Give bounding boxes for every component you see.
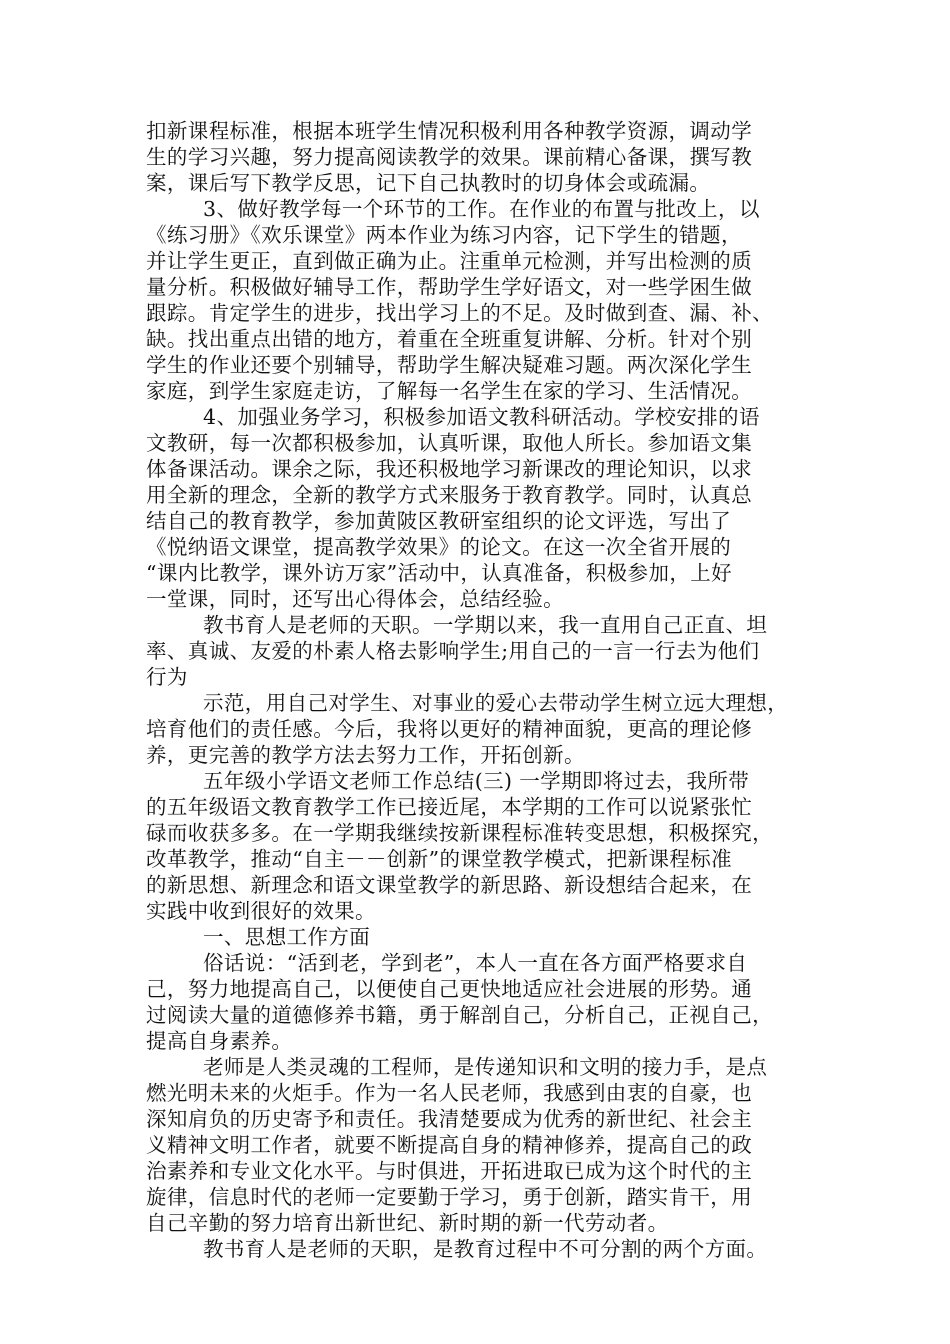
text-line: 过阅读大量的道德修养书籍，勇于解剖自己，分析自己，正视自己， [146, 1003, 773, 1027]
text-line: 率、真诚、友爱的朴素人格去影响学生;用自己的一言一行去为他们 [146, 639, 760, 663]
text-line: 教书育人是老师的天职。一学期以来，我一直用自己正直、坦 [203, 613, 768, 637]
text-line: 3、做好教学每一个环节的工作。在作业的布置与批改上，以 [203, 197, 760, 221]
text-line: 五年级小学语文老师工作总结(三) 一学期即将过去，我所带 [203, 769, 750, 793]
text-line: 家庭，到学生家庭走访，了解每一名学生在家的学习、生活情况。 [146, 379, 753, 403]
text-line: 改革教学，推动“自主－－创新”的课堂教学模式，把新课程标准 [146, 847, 733, 871]
text-line: 并让学生更正，直到做正确为止。注重单元检测，并写出检测的质 [146, 249, 753, 273]
text-line: 跟踪。肯定学生的进步，找出学习上的不足。及时做到查、漏、补、 [146, 301, 773, 325]
text-line: 碌而收获多多。在一学期我继续按新课程标准转变思想，积极探究， [146, 821, 773, 845]
text-line: 养，更完善的教学方法去努力工作，开拓创新。 [146, 743, 585, 767]
text-line: 义精神文明工作者，就要不断提高自身的精神修养，提高自己的政 [146, 1133, 753, 1157]
text-line: 燃光明未来的火炬手。作为一名人民老师，我感到由衷的自豪，也 [146, 1081, 753, 1105]
text-line: 用全新的理念，全新的教学方式来服务于教育教学。同时，认真总 [146, 483, 753, 507]
text-line: 一、思想工作方面 [203, 925, 371, 949]
text-line: 案，课后写下教学反思，记下自己执教时的切身体会或疏漏。 [146, 171, 711, 195]
text-line: 的五年级语文教育教学工作已接近尾，本学期的工作可以说紧张忙 [146, 795, 753, 819]
text-line: 生的学习兴趣，努力提高阅读教学的效果。课前精心备课，撰写教 [146, 145, 753, 169]
text-line: 的新思想、新理念和语文课堂教学的新思路、新设想结合起来，在 [146, 873, 753, 897]
text-line: 行为 [146, 665, 188, 689]
text-line: 《练习册》《欢乐课堂》两本作业为练习内容，记下学生的错题， [146, 223, 742, 247]
text-line: 治素养和专业文化水平。与时俱进，开拓进取已成为这个时代的主 [146, 1159, 753, 1183]
text-line: 实践中收到很好的效果。 [146, 899, 376, 923]
document-body [146, 118, 814, 1262]
text-line: 示范，用自己对学生、对事业的爱心去带动学生树立远大理想， [203, 691, 789, 715]
text-line: 缺。找出重点出错的地方，着重在全班重复讲解、分析。针对个别 [146, 327, 753, 351]
text-line: 一堂课，同时，还写出心得体会，总结经验。 [146, 587, 564, 611]
text-line: 自己辛勤的努力培育出新世纪、新时期的新一代劳动者。 [146, 1211, 669, 1235]
text-line: 旋律，信息时代的老师一定要勤于学习，勇于创新，踏实肯干，用 [146, 1185, 753, 1209]
text-line: 《悦纳语文课堂，提高教学效果》的论文。在这一次全省开展的 [146, 535, 732, 559]
text-line: 量分析。积极做好辅导工作，帮助学生学好语文，对一些学困生做 [146, 275, 753, 299]
text-line: 俗话说：“活到老，学到老”，本人一直在各方面严格要求自 [203, 951, 748, 975]
text-line: “课内比教学，课外访万家”活动中，认真准备，积极参加，上好 [146, 561, 733, 585]
text-line: 结自己的教育教学，参加黄陂区教研室组织的论文评选，写出了 [146, 509, 732, 533]
text-line: 己，努力地提高自己，以便使自己更快地适应社会进展的形势。通 [146, 977, 753, 1001]
text-line: 学生的作业还要个别辅导，帮助学生解决疑难习题。两次深化学生 [146, 353, 753, 377]
text-line: 深知肩负的历史寄予和责任。我清楚要成为优秀的新世纪、社会主 [146, 1107, 753, 1131]
text-line: 扣新课程标准，根据本班学生情况积极利用各种教学资源，调动学 [146, 119, 753, 143]
text-line: 提高自身素养。 [146, 1029, 293, 1053]
text-line: 4、加强业务学习，积极参加语文教科研活动。学校安排的语 [203, 405, 760, 429]
text-line: 文教研，每一次都积极参加，认真听课，取他人所长。参加语文集 [146, 431, 753, 455]
text-line: 老师是人类灵魂的工程师，是传递知识和文明的接力手，是点 [203, 1055, 768, 1079]
text-line: 培育他们的责任感。今后，我将以更好的精神面貌，更高的理论修 [146, 717, 753, 741]
text-line: 体备课活动。课余之际，我还积极地学习新课改的理论知识，以求 [146, 457, 753, 481]
text-line: 教书育人是老师的天职，是教育过程中不可分割的两个方面。 [203, 1237, 768, 1261]
